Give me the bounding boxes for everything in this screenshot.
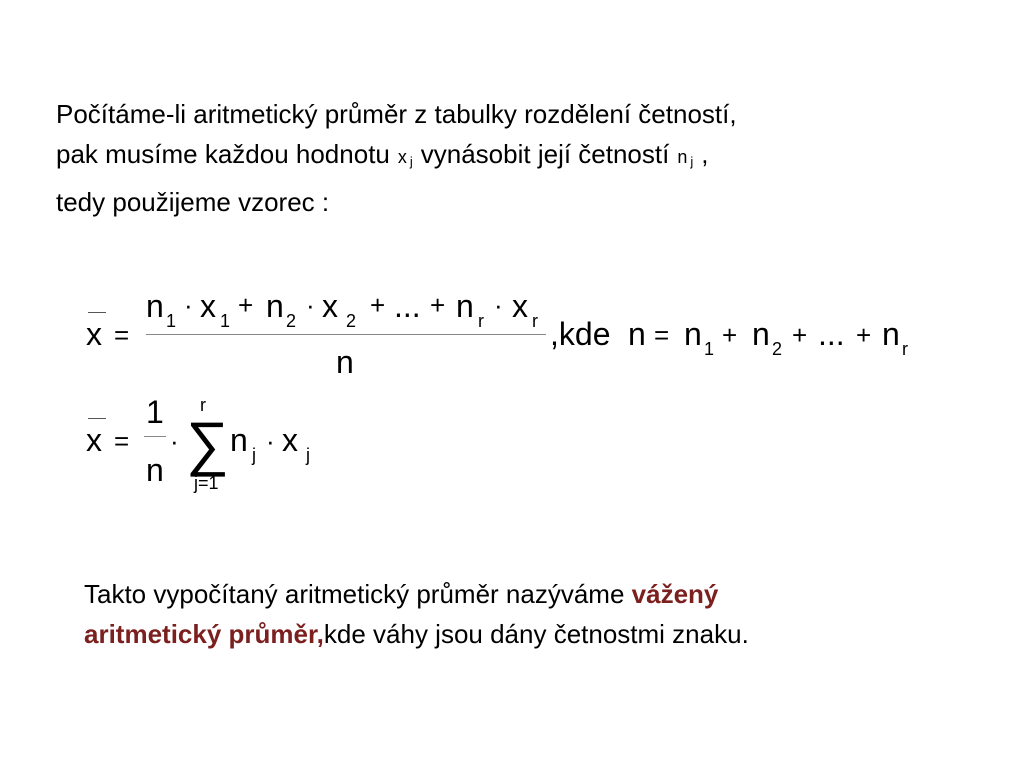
intro-line-2c: ,: [701, 139, 709, 169]
intro-line-3: tedy použijeme vzorec :: [56, 187, 330, 217]
num-x2-sub: 2: [346, 311, 357, 331]
outro-text-a: Takto vypočítaný aritmetický průměr nazýváme: [84, 579, 625, 609]
rhs-n1-sub: 1: [704, 339, 715, 359]
fraction-line-2: [144, 436, 166, 437]
rhs-n2-sub: 2: [772, 339, 783, 359]
sigma-symbol: ∑: [186, 410, 229, 477]
lhs-x: x: [86, 316, 102, 352]
dot-2: ·: [170, 426, 179, 456]
rhs-plus-2: +: [792, 320, 808, 350]
kde-label: ,kde: [550, 316, 611, 352]
outro-text-b: kde váhy jsou dány četnostmi znaku.: [323, 619, 749, 649]
equals-sign-2: =: [114, 426, 130, 456]
rhs-nr: n: [882, 316, 900, 352]
num-xr: x: [512, 288, 528, 324]
rhs-n1: n: [684, 316, 702, 352]
num-ellipsis: ...: [394, 288, 421, 324]
intro-line-2a: pak musíme každou hodnotu: [56, 139, 390, 169]
num-plus-2: +: [370, 290, 386, 320]
rhs-n: n: [628, 316, 646, 352]
intro-line-2b: vynásobit její četností: [420, 139, 670, 169]
sigma-lower: j=1: [194, 473, 219, 493]
outro-paragraph: [84, 574, 749, 654]
rhs-equals: =: [654, 320, 670, 350]
symbol-x: x: [397, 147, 407, 167]
sigma-upper: r: [200, 395, 206, 415]
num-x2: x: [322, 288, 338, 324]
sum-xj: x: [282, 422, 298, 458]
mean-overbar-2: [88, 418, 106, 419]
sum-nj: n: [230, 422, 248, 458]
num-plus-3: +: [430, 290, 446, 320]
symbol-n-sub: j: [690, 154, 694, 169]
emphasis-arithmetic-mean: aritmetický průměr,: [84, 619, 324, 649]
num-dot-2: ·: [306, 290, 315, 320]
num-dot-1: ·: [184, 290, 193, 320]
num-xr-sub: r: [532, 311, 538, 331]
fraction-numerator: 1: [146, 394, 164, 430]
rhs-plus-3: +: [856, 320, 872, 350]
num-nr-sub: r: [478, 311, 484, 331]
num-n1: n: [146, 288, 164, 324]
num-dot-3: ·: [494, 290, 503, 320]
num-x1-sub: 1: [220, 311, 231, 331]
sum-dot: ·: [266, 426, 275, 456]
fraction-denominator: n: [146, 452, 164, 488]
num-x1: x: [200, 288, 216, 324]
num-plus-1: +: [238, 290, 254, 320]
num-n2: n: [266, 288, 284, 324]
num-n1-sub: 1: [166, 311, 177, 331]
emphasis-weighted: vážený: [631, 579, 719, 609]
rhs-ellipsis: ...: [818, 316, 845, 352]
rhs-plus-1: +: [722, 320, 738, 350]
symbol-x-sub: j: [409, 154, 413, 169]
num-nr: n: [456, 288, 474, 324]
equals-sign: =: [114, 320, 130, 350]
denominator-n: n: [336, 344, 354, 380]
lhs-x-2: x: [86, 422, 102, 458]
rhs-nr-sub: r: [902, 339, 908, 359]
rhs-n2: n: [752, 316, 770, 352]
symbol-n: n: [677, 147, 688, 167]
sum-xj-sub: j: [306, 445, 310, 465]
intro-line-1: Počítáme-li aritmetický průměr z tabulky rozdělení četností,: [56, 99, 737, 129]
num-n2-sub: 2: [286, 311, 297, 331]
sum-nj-sub: j: [252, 445, 256, 465]
